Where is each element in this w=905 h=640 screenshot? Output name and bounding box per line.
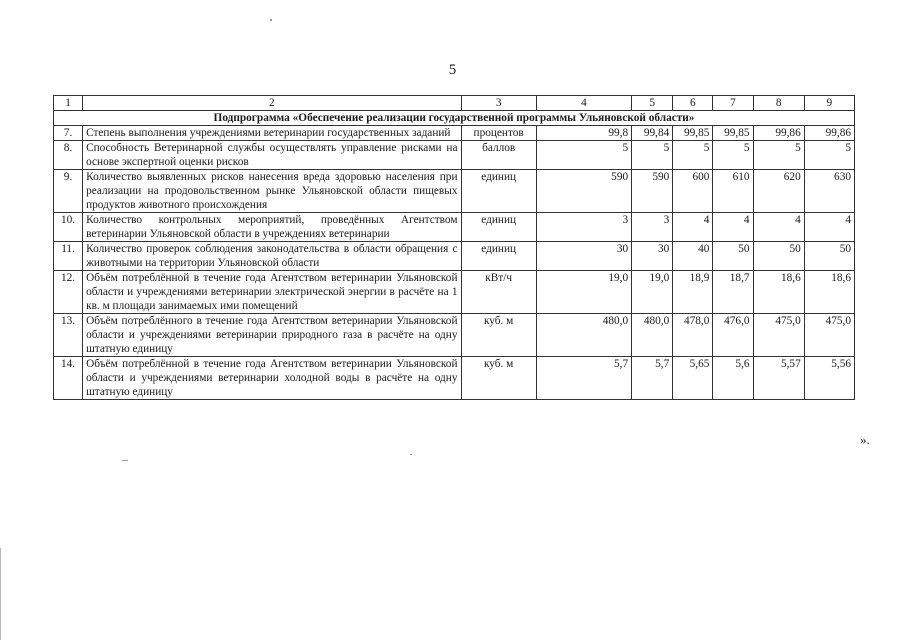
- value-cell: 19,0: [536, 271, 631, 314]
- value-cell: 4: [804, 213, 854, 242]
- row-number: 13.: [54, 314, 83, 357]
- table-row: [54, 213, 855, 242]
- scan-mark: [270, 19, 272, 21]
- column-number-cell: 4: [536, 96, 631, 111]
- unit-of-measure: единиц: [461, 242, 536, 271]
- indicator-name: Количество проверок соблюдения законодательства в области обращения с животными на территории Ульяновской области: [83, 242, 461, 271]
- scan-mark: [122, 460, 128, 461]
- value-cell: 99,8: [536, 126, 631, 141]
- value-cell: 50: [753, 242, 804, 271]
- row-number: 9.: [54, 170, 83, 213]
- value-cell: 590: [632, 170, 673, 213]
- value-cell: 3: [632, 213, 673, 242]
- column-number-cell: 6: [673, 96, 713, 111]
- value-cell: 99,85: [713, 126, 753, 141]
- value-cell: 4: [673, 213, 713, 242]
- value-cell: 50: [804, 242, 854, 271]
- table-row: [54, 141, 855, 170]
- subprogram-row: [54, 111, 855, 126]
- value-cell: 475,0: [804, 314, 854, 357]
- table-row: [54, 170, 855, 213]
- column-number-cell: 8: [753, 96, 804, 111]
- indicator-name: Способность Ветеринарной службы осуществлять управление рисками на основе экспертной оценки рисков: [83, 141, 461, 170]
- value-cell: 3: [536, 213, 631, 242]
- unit-of-measure: баллов: [461, 141, 536, 170]
- value-cell: 19,0: [632, 271, 673, 314]
- indicator-name: Объём потреблённого в течение года Агентством ветеринарии Ульяновской области и учреждениями ветеринарии природного газа в расчёте на одну штатную единицу: [83, 314, 461, 357]
- value-cell: 50: [713, 242, 753, 271]
- value-cell: 18,9: [673, 271, 713, 314]
- value-cell: 600: [673, 170, 713, 213]
- table-row: [54, 271, 855, 314]
- table-row: [54, 242, 855, 271]
- value-cell: 5: [753, 141, 804, 170]
- value-cell: 610: [713, 170, 753, 213]
- value-cell: 99,86: [804, 126, 854, 141]
- indicator-name: Степень выполнения учреждениями ветеринарии государственных заданий: [83, 126, 461, 141]
- value-cell: 18,7: [713, 271, 753, 314]
- indicator-name: Объём потреблённой в течение года Агентством ветеринарии Ульяновской области и учреждениями ветеринарии холодной воды в расчёте на одну штатную единицу: [83, 357, 461, 400]
- value-cell: 5,56: [804, 357, 854, 400]
- value-cell: 5,7: [632, 357, 673, 400]
- column-number-cell: 5: [632, 96, 673, 111]
- table-body: [54, 96, 855, 400]
- unit-of-measure: единиц: [461, 170, 536, 213]
- value-cell: 99,86: [753, 126, 804, 141]
- column-number-cell: 1: [54, 96, 83, 111]
- value-cell: 5,65: [673, 357, 713, 400]
- unit-of-measure: кВт/ч: [461, 271, 536, 314]
- column-number-cell: 7: [713, 96, 753, 111]
- row-number: 10.: [54, 213, 83, 242]
- value-cell: 590: [536, 170, 631, 213]
- value-cell: 630: [804, 170, 854, 213]
- value-cell: 5: [673, 141, 713, 170]
- unit-of-measure: единиц: [461, 213, 536, 242]
- value-cell: 4: [713, 213, 753, 242]
- value-cell: 5: [632, 141, 673, 170]
- indicator-name: Количество выявленных рисков нанесения вреда здоровью населения при реализации на продовольственном рынке Ульяновской области пищевых продуктов животного происхождения: [83, 170, 461, 213]
- value-cell: 480,0: [536, 314, 631, 357]
- value-cell: 5: [536, 141, 631, 170]
- value-cell: 620: [753, 170, 804, 213]
- scan-mark: [0, 548, 1, 640]
- value-cell: 40: [673, 242, 713, 271]
- row-number: 14.: [54, 357, 83, 400]
- column-number-cell: 2: [83, 96, 461, 111]
- value-cell: 5,7: [536, 357, 631, 400]
- value-cell: 476,0: [713, 314, 753, 357]
- closing-quote: ».: [860, 432, 870, 447]
- value-cell: 5: [804, 141, 854, 170]
- value-cell: 5,6: [713, 357, 753, 400]
- value-cell: 30: [536, 242, 631, 271]
- column-number-row: [54, 96, 855, 111]
- column-number-cell: 3: [461, 96, 536, 111]
- scan-mark: [410, 454, 412, 455]
- value-cell: 99,84: [632, 126, 673, 141]
- value-cell: 478,0: [673, 314, 713, 357]
- indicator-name: Объём потреблённой в течение года Агентством ветеринарии Ульяновской области и учреждениями ветеринарии электрической энергии в расчёте на 1 кв. м площади занимаемых ими помещений: [83, 271, 461, 314]
- value-cell: 99,85: [673, 126, 713, 141]
- table-row: [54, 357, 855, 400]
- row-number: 11.: [54, 242, 83, 271]
- row-number: 12.: [54, 271, 83, 314]
- indicator-name: Количество контрольных мероприятий, проведённых Агентством ветеринарии Ульяновской области в учреждениях ветеринарии: [83, 213, 461, 242]
- value-cell: 5,57: [753, 357, 804, 400]
- indicators-table: [53, 95, 855, 400]
- value-cell: 30: [632, 242, 673, 271]
- value-cell: 18,6: [804, 271, 854, 314]
- row-number: 8.: [54, 141, 83, 170]
- column-number-cell: 9: [804, 96, 854, 111]
- value-cell: 475,0: [753, 314, 804, 357]
- value-cell: 18,6: [753, 271, 804, 314]
- value-cell: 480,0: [632, 314, 673, 357]
- unit-of-measure: куб. м: [461, 357, 536, 400]
- unit-of-measure: куб. м: [461, 314, 536, 357]
- table-row: [54, 314, 855, 357]
- unit-of-measure: процентов: [461, 126, 536, 141]
- table-row: [54, 126, 855, 141]
- value-cell: 4: [753, 213, 804, 242]
- subprogram-title: Подпрограмма «Обеспечение реализации государственной программы Ульяновской области»: [54, 111, 855, 126]
- value-cell: 5: [713, 141, 753, 170]
- row-number: 7.: [54, 126, 83, 141]
- page-number: 5: [448, 62, 457, 78]
